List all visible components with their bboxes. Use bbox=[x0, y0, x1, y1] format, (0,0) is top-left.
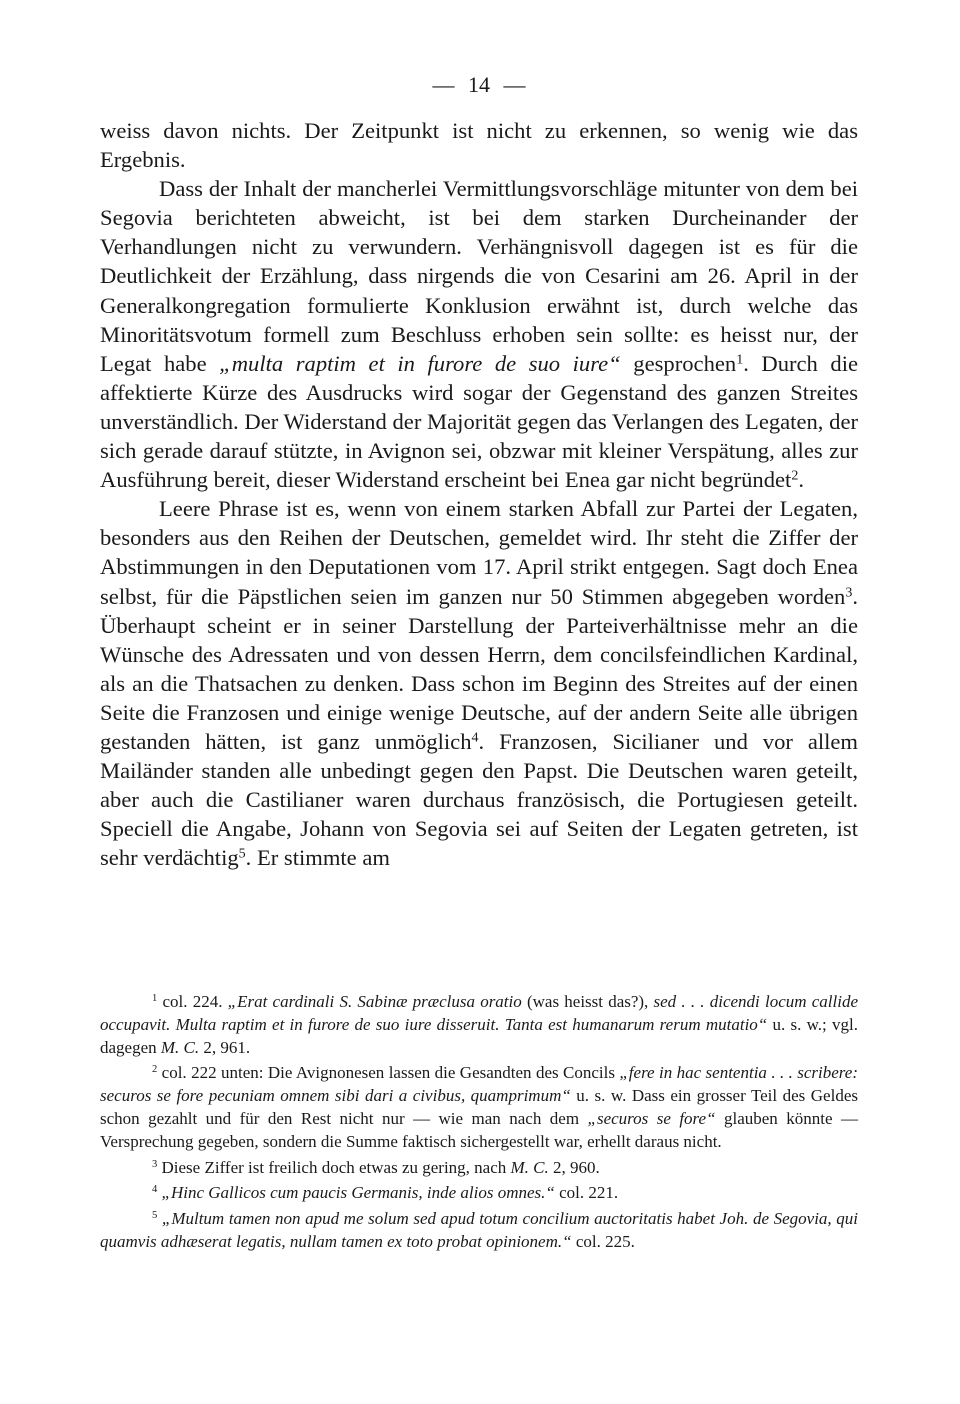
footnote-mark: 1 bbox=[152, 993, 158, 1005]
footnote-4: $^4$ „Hinc Gallicos cum paucis Germanis, inde alios omnes.“ col. 221. bbox=[152, 1183, 619, 1203]
latin-quote: M. C. bbox=[160, 1037, 200, 1057]
footnote-mark: 3 bbox=[152, 1158, 158, 1170]
latin-quote: „Erat cardinali S. Sabinæ præclusa oratio bbox=[227, 992, 522, 1011]
footnotes bbox=[100, 991, 858, 1257]
footnote-mark: 1 bbox=[736, 352, 744, 368]
footnote-mark: 2 bbox=[791, 468, 799, 484]
footnote-1: $^1$ col. 224. „Erat cardinali S. Sabinæ præclusa oratio (was heisst das?), sed . . . dicendi locum callide occupavit. Multa raptim et in furore de suo iure disseruit. Tanta est humanarum rerum mutatio“ u. s. w.; vgl. dagegen M. C. 2, 961. bbox=[100, 992, 858, 1057]
latin-quote: „Multum tamen non apud me solum sed apud totum concilium auctoritatis habet Joh. de Segovia, qui quamvis adhæserat legatis, nullam tamen ex toto probat opinionem.“ bbox=[100, 1209, 858, 1251]
latin-quote: „securos se fore“ bbox=[587, 1108, 716, 1128]
footnote-mark: 3 bbox=[845, 584, 853, 600]
page-number: — 14 — bbox=[432, 72, 526, 97]
footnote-mark: 4 bbox=[152, 1184, 158, 1196]
latin-quote: „multa raptim et in furore de suo iure“ bbox=[219, 350, 621, 376]
latin-quote: M. C. bbox=[510, 1157, 549, 1177]
footnote-3: $^3$ Diese Ziffer ist freilich doch etwas zu gering, nach M. C. 2, 960. bbox=[152, 1157, 600, 1177]
footnote-mark: 5 bbox=[152, 1210, 158, 1222]
footnote-mark: 4 bbox=[471, 730, 479, 746]
latin-quote: „Hinc Gallicos cum paucis Germanis, inde alios omnes.“ bbox=[161, 1183, 555, 1203]
footnote-5: $^5$ „Multum tamen non apud me solum sed apud totum concilium auctoritatis habet Joh. de Segovia, qui quamvis adhæserat legatis, nullam tamen ex toto probat opinionem.“ col. 225. bbox=[100, 1209, 858, 1251]
paragraph: weiss davon nichts. Der Zeitpunkt ist nicht zu erkennen, so wenig wie das Ergebnis. bbox=[100, 118, 858, 173]
latin-quote: „fere in hac sententia . . . scribere: securos se fore pecuniam omnem sibi dari a civibus, quamprimum“ bbox=[100, 1063, 858, 1106]
footnote-mark: 2 bbox=[152, 1064, 158, 1076]
main-text bbox=[100, 116, 858, 872]
paragraph: Leere Phrase ist es, wenn von einem starken Abfall zur Partei der Legaten, besonders aus den Reihen der Deutschen, gemeldet wird. Ihr steht die Ziffer der Abstimmungen in den Deputationen vom 17. April strikt entgegen. Sagt doch Enea selbst, für die Päpstlichen seien im ganzen nur 50 Stimmen abgegeben worden$^3$. Überhaupt scheint er in seiner Darstellung der Parteiverhältnisse mehr an die Wünsche des Adressaten und von dessen Herrn, dem concilsfeindlichen Kardinal, als an die Thatsachen zu denken. Dass schon im Beginn des Streites auf der einen Seite die Franzosen und einige wenige Deutsche, auf der andern Seite alle übrigen gestanden hätten, ist ganz unmöglich$^4$. Franzosen, Sicilianer und vor allem Mailänder standen alle unbedingt gegen den Papst. Die Deutschen waren geteilt, aber auch die Castilianer waren durchaus französisch, die Portugiesen geteilt. Speciell die Angabe, Johann von Segovia sei auf Seiten der Legaten getreten, ist sehr verdächtig$^5$. Er stimmte am bbox=[100, 496, 858, 871]
footnote-mark: 5 bbox=[238, 846, 246, 862]
paragraph: Dass der Inhalt der mancherlei Vermittlungsvorschläge mitunter von dem bei Segovia berichteten abweicht, ist bei dem starken Durcheinander der Verhandlungen nicht zu verwundern. Verhängnisvoll dagegen ist es für die Deutlichkeit der Erzählung, dass nirgends die von Cesarini am 26. April in der Generalkongregation formulierte Konklusion erwähnt ist, durch welche das Minoritätsvotum formell zum Beschluss erhoben sein sollte: es heisst nur, der Legat habe „multa raptim et in furore de suo iure“ gesprochen$^1$. Durch die affektierte Kürze des Ausdrucks wird sogar der Gegenstand des ganzen Streites unverständlich. Der Widerstand der Majorität gegen das Verlangen des Legaten, der sich gerade darauf stützte, in Avignon sei, obzwar mit kleiner Verspätung, alles zur Ausführung bereit, dieser Widerstand erscheint bei Enea gar nicht begründet$^2$. bbox=[100, 176, 858, 493]
footnote-2: $^2$ col. 222 unten: Die Avignonesen lassen die Gesandten des Concils „fere in hac sententia . . . scribere: securos se fore pecuniam omnem sibi dari a civibus, quamprimum“ u. s. w. Dass ein grosser Teil des Geldes schon gezahlt und für den Rest nicht nur — wie man nach dem „securos se fore“ glauben könnte — Versprechung gegeben, sondern die Summe faktisch sichergestellt war, erhellt daraus nicht. bbox=[100, 1063, 858, 1151]
latin-quote: sed . . . dicendi locum callide occupavit. Multa raptim et in furore de suo iure disseruit. Tanta est humanarum rerum mutatio“ bbox=[100, 992, 858, 1034]
